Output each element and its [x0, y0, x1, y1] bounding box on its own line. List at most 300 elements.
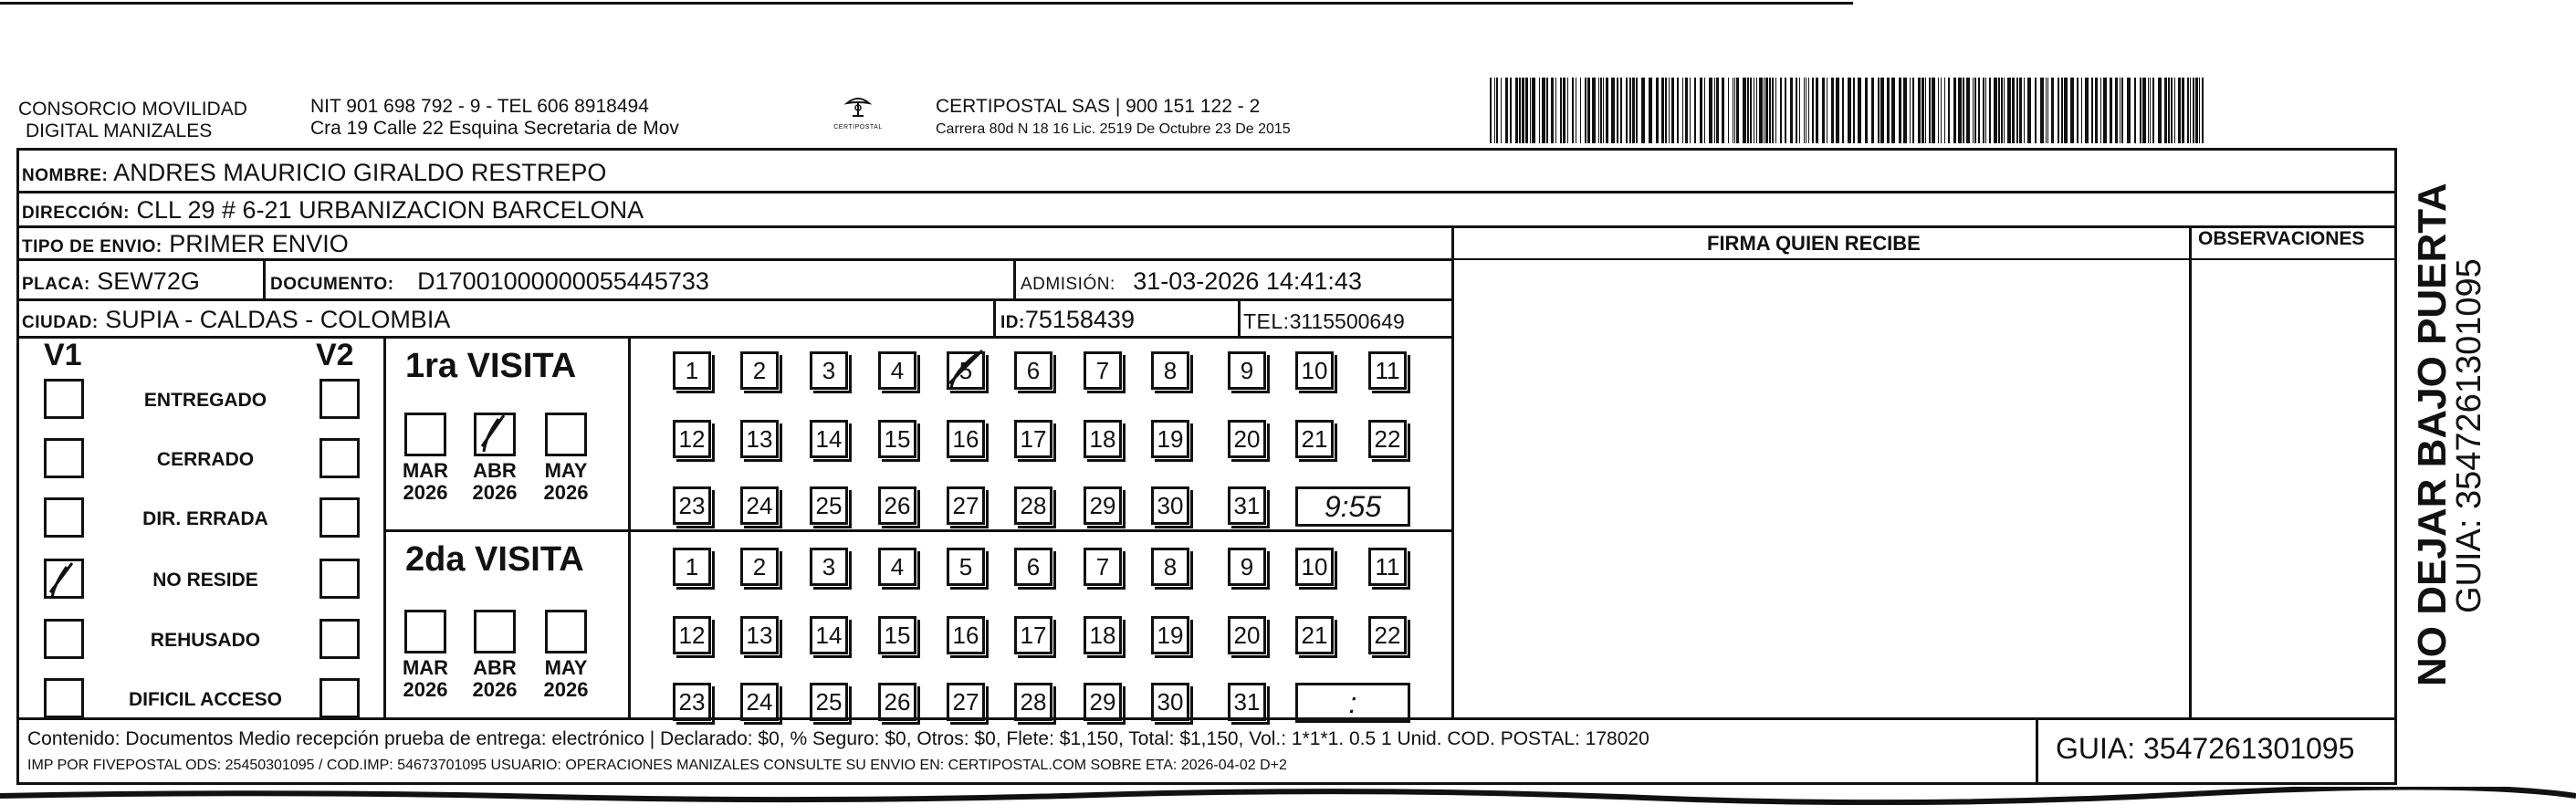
v2-checkbox[interactable] — [319, 619, 360, 659]
month-check-mark — [473, 410, 518, 455]
barcode-bar — [1677, 78, 1679, 143]
top-rule — [0, 2, 1853, 5]
company-contact — [310, 96, 679, 140]
month-checkbox[interactable] — [545, 610, 587, 653]
barcode-bar — [1525, 78, 1528, 143]
barcode-bar — [1620, 78, 1622, 143]
barcode-bar — [1750, 78, 1752, 143]
barcode-bar — [1611, 78, 1615, 143]
day-box[interactable]: 28 — [1014, 486, 1052, 525]
barcode-bar — [1938, 78, 1939, 143]
day-box[interactable]: 16 — [947, 616, 985, 654]
day-box[interactable]: 9 — [1228, 548, 1266, 586]
barcode-bar — [1858, 78, 1861, 143]
barcode-bar — [2035, 78, 2037, 143]
barcode-bar — [2171, 78, 2173, 143]
month-label: MAR — [402, 656, 449, 679]
barcode-bar — [2004, 78, 2005, 143]
barcode-bar — [2134, 78, 2136, 143]
barcode-bar — [1963, 78, 1964, 143]
barcode-bar — [2115, 78, 2118, 143]
barcode-bar — [2202, 78, 2204, 143]
day-box[interactable]: 31 — [1228, 683, 1266, 721]
guia-box-divider — [2036, 718, 2038, 785]
barcode-bar — [1530, 78, 1531, 143]
day-box[interactable]: 5 — [947, 548, 985, 586]
barcode-bar — [1953, 78, 1956, 143]
status-label: CERRADO — [156, 449, 255, 470]
barcode-bar — [1669, 78, 1670, 143]
address-line: Cra 19 Calle 22 Esquina Secretaria de Mov — [310, 118, 679, 139]
day-box[interactable]: 21 — [1295, 420, 1334, 458]
barcode-bar — [1490, 78, 1492, 143]
barcode-bar — [2047, 78, 2048, 143]
day-box[interactable]: 15 — [878, 420, 916, 458]
nombre-value: ANDRES MAURICIO GIRALDO RESTREPO — [113, 159, 607, 186]
barcode-bar — [1629, 78, 1631, 143]
company-name — [18, 99, 247, 142]
sig-header-rule — [1451, 258, 2397, 260]
direccion-row — [22, 195, 644, 228]
barcode-bar — [1700, 78, 1702, 143]
barcode-bar — [1769, 78, 1771, 143]
year-label: 2026 — [543, 481, 589, 504]
barcode-bar — [2168, 78, 2170, 143]
barcode-bar — [1734, 78, 1735, 143]
barcode-bar — [1728, 78, 1729, 143]
barcode-bar — [2070, 78, 2074, 143]
barcode-bar — [1808, 78, 1809, 143]
nit-line: NIT 901 698 792 - 9 - TEL 606 8918494 — [310, 96, 649, 117]
day-box[interactable]: 7 — [1084, 351, 1122, 390]
barcode-bar — [2016, 78, 2018, 143]
barcode-bar — [1974, 78, 1976, 143]
day-box[interactable]: 8 — [1151, 351, 1189, 390]
barcode-bar — [1759, 78, 1763, 143]
logo-text: CERTIPOSTAL — [833, 124, 883, 131]
tipo-value: PRIMER ENVIO — [169, 230, 349, 257]
barcode-bar — [1836, 78, 1839, 143]
month-checkbox[interactable] — [474, 413, 516, 456]
day-box[interactable]: 13 — [740, 616, 779, 654]
bottom-edge — [0, 787, 2576, 805]
day-box[interactable]: 25 — [810, 486, 848, 525]
barcode-bar — [2061, 78, 2063, 143]
observaciones-label: OBSERVACIONES — [2198, 228, 2365, 249]
certipostal-logo — [822, 96, 895, 131]
barcode-bar — [1891, 78, 1895, 143]
v1-label: V1 — [44, 338, 82, 372]
day-box[interactable]: 21 — [1295, 616, 1334, 654]
barcode-bar — [1853, 78, 1855, 143]
day-box[interactable]: 13 — [740, 420, 779, 458]
barcode-bar — [1899, 78, 1901, 143]
barcode-bar — [1994, 78, 1997, 143]
month-label: ABR — [473, 656, 517, 679]
barcode — [1488, 78, 2209, 143]
v1-checkbox[interactable] — [44, 678, 84, 718]
barcode-bar — [1756, 78, 1757, 143]
barcode-bar — [2178, 78, 2181, 143]
id-value: 75158439 — [1024, 306, 1135, 333]
day-box[interactable]: 3 — [810, 548, 848, 586]
barcode-bar — [1941, 78, 1942, 143]
day-box[interactable]: 2 — [740, 548, 779, 586]
observaciones-area[interactable] — [2193, 262, 2395, 716]
tel-divider — [1238, 299, 1241, 337]
v1-checkbox[interactable] — [44, 497, 84, 538]
barcode-bar — [2121, 78, 2123, 143]
barcode-bar — [1626, 78, 1628, 143]
day-box[interactable]: 6 — [1014, 351, 1052, 390]
barcode-bar — [1600, 78, 1602, 143]
barcode-bar — [1918, 78, 1921, 143]
barcode-bar — [1714, 78, 1715, 143]
day-box[interactable]: 2 — [740, 351, 779, 390]
barcode-bar — [1690, 78, 1691, 143]
barcode-bar — [1785, 78, 1786, 143]
barcode-bar — [1496, 78, 1498, 143]
barcode-bar — [1632, 78, 1635, 143]
documento-cell — [270, 267, 709, 299]
v2-checkbox[interactable] — [319, 559, 360, 599]
barcode-bar — [1925, 78, 1926, 143]
admision-divider — [1013, 259, 1016, 299]
barcode-bar — [1775, 78, 1776, 143]
guia-box: GUIA: 3547261301095 — [2056, 732, 2355, 765]
barcode-bar — [1606, 78, 1608, 143]
barcode-bar — [1887, 78, 1890, 143]
row-sep-1 — [16, 191, 2397, 193]
id-divider — [993, 299, 996, 337]
day-box[interactable]: 1 — [673, 351, 711, 390]
barcode-bar — [1932, 78, 1935, 143]
day-box[interactable]: 1 — [673, 548, 711, 586]
barcode-bar — [2024, 78, 2025, 143]
year-label: 2026 — [472, 481, 518, 504]
day-box[interactable]: 18 — [1084, 420, 1122, 458]
barcode-bar — [1603, 78, 1604, 143]
day-box[interactable]: 12 — [673, 420, 711, 458]
barcode-bar — [1598, 78, 1599, 143]
barcode-bar — [2190, 78, 2191, 143]
barcode-bar — [1985, 78, 1986, 143]
firma-label: FIRMA QUIEN RECIBE — [1707, 232, 1921, 255]
day-box[interactable]: 30 — [1151, 486, 1189, 525]
day-box[interactable]: 8 — [1151, 548, 1189, 586]
barcode-bar — [2199, 78, 2200, 143]
placa-label: PLACA: — [22, 275, 90, 294]
month-label: MAY — [544, 459, 588, 482]
day-box[interactable]: 23 — [673, 486, 711, 525]
placa-divider — [263, 259, 266, 299]
barcode-bar — [1649, 78, 1652, 143]
barcode-bar — [1790, 78, 1793, 143]
barcode-bar — [2103, 78, 2107, 143]
barcode-bar — [1772, 78, 1774, 143]
barcode-bar — [1656, 78, 1659, 143]
barcode-bar — [2040, 78, 2044, 143]
barcode-bar — [1510, 78, 1512, 143]
day-box[interactable]: 29 — [1084, 486, 1122, 525]
day-box[interactable]: 25 — [810, 683, 848, 721]
day-box[interactable]: 10 — [1295, 548, 1334, 586]
status-divider — [383, 337, 386, 718]
month-label: MAR — [402, 459, 449, 482]
v1-checkbox[interactable] — [44, 379, 84, 419]
v2-checkbox[interactable] — [319, 438, 360, 478]
barcode-bar — [1765, 78, 1768, 143]
v2-checkbox[interactable] — [319, 379, 360, 419]
day-box[interactable]: 22 — [1368, 420, 1407, 458]
barcode-bar — [2140, 78, 2141, 143]
day-box[interactable]: 15 — [878, 616, 916, 654]
admision-label: ADMISIÓN: — [1021, 275, 1115, 294]
day-box[interactable]: 26 — [878, 683, 916, 721]
barcode-bar — [1871, 78, 1874, 143]
v2-label: V2 — [316, 338, 354, 372]
barcode-bar — [1546, 78, 1548, 143]
barcode-bar — [2195, 78, 2198, 143]
day-box[interactable]: 27 — [947, 683, 985, 721]
barcode-bar — [2152, 78, 2154, 143]
day-box[interactable]: 29 — [1084, 683, 1122, 721]
day-box[interactable]: 14 — [810, 616, 848, 654]
barcode-bar — [2081, 78, 2082, 143]
barcode-bar — [1929, 78, 1931, 143]
tipo-row — [22, 229, 349, 262]
day-check-mark — [946, 349, 991, 394]
company-line-1: CONSORCIO MOVILIDAD — [18, 99, 247, 120]
barcode-bar — [1515, 78, 1518, 143]
v2-checkbox[interactable] — [319, 678, 360, 718]
day-box[interactable]: 30 — [1151, 683, 1189, 721]
barcode-bar — [2058, 78, 2059, 143]
barcode-bar — [2148, 78, 2149, 143]
barcode-bar — [1998, 78, 2000, 143]
ciudad-label: CIUDAD: — [22, 313, 99, 332]
tipo-label: TIPO DE ENVIO: — [22, 237, 162, 256]
day-box[interactable]: 14 — [810, 420, 848, 458]
barcode-bar — [1694, 78, 1696, 143]
day-box[interactable]: 24 — [740, 486, 779, 525]
barcode-bar — [1842, 78, 1844, 143]
barcode-bar — [1704, 78, 1705, 143]
obs-divider — [2189, 225, 2192, 718]
barcode-bar — [2110, 78, 2112, 143]
signature-area[interactable] — [1455, 262, 2187, 716]
year-label: 2026 — [403, 481, 448, 504]
barcode-bar — [1812, 78, 1814, 143]
day-box[interactable]: 6 — [1014, 548, 1052, 586]
barcode-bar — [2077, 78, 2079, 143]
admision-value: 31-03-2026 14:41:43 — [1133, 267, 1362, 295]
barcode-bar — [1551, 78, 1554, 143]
barcode-bar — [1585, 78, 1586, 143]
day-box[interactable]: 9 — [1228, 351, 1266, 390]
day-box[interactable]: 20 — [1228, 616, 1266, 654]
month-checkbox[interactable] — [404, 610, 446, 653]
day-box[interactable]: 5 — [947, 351, 985, 390]
barcode-bar — [1572, 78, 1574, 143]
month-checkbox[interactable] — [474, 610, 516, 653]
barcode-bar — [1831, 78, 1834, 143]
day-box[interactable]: 10 — [1295, 351, 1334, 390]
side-warning: NO DEJAR BAJO PUERTA — [2410, 183, 2455, 686]
day-box[interactable]: 16 — [947, 420, 985, 458]
barcode-bar — [1736, 78, 1739, 143]
day-box[interactable]: 17 — [1014, 420, 1052, 458]
barcode-bar — [1685, 78, 1688, 143]
footer-content: Contenido: Documentos Medio recepción prueba de entrega: electrónico | Declarado: $0, % Seguro: $0, Otros: $0, Flete: $1,150, Total: $1,150, Vol.: 1*1*1. 0.5 1 Unid. COD. POSTAL: 178020 — [27, 728, 1649, 749]
status-label: DIFICIL ACCESO — [128, 689, 282, 710]
v1-checkbox[interactable] — [44, 619, 84, 659]
day-box[interactable]: 28 — [1014, 683, 1052, 721]
status-label: NO RESIDE — [152, 570, 258, 591]
barcode-bar — [2001, 78, 2003, 143]
barcode-bar — [1973, 78, 1974, 143]
month-checkbox[interactable] — [404, 413, 446, 456]
barcode-bar — [1948, 78, 1950, 143]
barcode-bar — [1983, 78, 1984, 143]
day-box[interactable]: 18 — [1084, 616, 1122, 654]
barcode-bar — [2100, 78, 2101, 143]
barcode-bar — [1641, 78, 1645, 143]
barcode-bar — [2142, 78, 2146, 143]
barcode-bar — [2174, 78, 2175, 143]
barcode-bar — [1519, 78, 1521, 143]
documento-label: DOCUMENTO: — [270, 275, 394, 294]
day-box[interactable]: 11 — [1368, 548, 1407, 586]
day-box[interactable]: 17 — [1014, 616, 1052, 654]
barcode-bar — [1865, 78, 1868, 143]
tel-cell — [1243, 307, 1405, 336]
day-box[interactable]: 3 — [810, 351, 848, 390]
day-box[interactable]: 19 — [1151, 616, 1189, 654]
barcode-bar — [2091, 78, 2093, 143]
time-box[interactable]: : — [1295, 683, 1410, 723]
admision-cell — [1021, 267, 1362, 299]
documento-value: D17001000000055445733 — [417, 267, 709, 295]
barcode-bar — [1978, 78, 1980, 143]
barcode-bar — [1912, 78, 1914, 143]
barcode-bar — [1661, 78, 1664, 143]
barcode-bar — [1505, 78, 1508, 143]
barcode-bar — [1903, 78, 1907, 143]
barcode-bar — [1532, 78, 1535, 143]
barcode-bar — [1878, 78, 1880, 143]
barcode-bar — [1587, 78, 1590, 143]
barcode-bar — [1560, 78, 1562, 143]
barcode-bar — [1522, 78, 1524, 143]
visit1-title: 1ra VISITA — [405, 347, 577, 385]
side-guia: GUIA: 3547261301095 — [2450, 258, 2488, 613]
carrier-line-2: Carrera 80d N 18 16 Lic. 2519 De Octubre 23 De 2015 — [936, 121, 1291, 137]
day-box[interactable]: 11 — [1368, 351, 1407, 390]
status-label: REHUSADO — [150, 630, 261, 651]
barcode-bar — [2051, 78, 2054, 143]
barcode-bar — [1592, 78, 1596, 143]
year-label: 2026 — [543, 678, 589, 701]
month-checkbox[interactable] — [545, 413, 587, 456]
time-box[interactable]: 9:55 — [1295, 486, 1410, 527]
tel-label: TEL: — [1243, 309, 1290, 333]
barcode-bar — [1709, 78, 1712, 143]
id-cell — [1000, 305, 1135, 338]
direccion-label: DIRECCIÓN: — [22, 204, 130, 223]
barcode-bar — [2064, 78, 2068, 143]
year-label: 2026 — [472, 678, 518, 701]
barcode-bar — [1989, 78, 1991, 143]
month-label: MAY — [544, 656, 588, 679]
v1-check-mark — [43, 556, 89, 601]
carrier-line-1: CERTIPOSTAL SAS | 900 151 122 - 2 — [936, 96, 1261, 117]
barcode-bar — [1617, 78, 1618, 143]
barcode-bar — [1636, 78, 1638, 143]
status-label: ENTREGADO — [143, 390, 267, 411]
barcode-bar — [1796, 78, 1797, 143]
barcode-bar — [2019, 78, 2022, 143]
barcode-bar — [2095, 78, 2098, 143]
barcode-bar — [1671, 78, 1674, 143]
day-box[interactable]: 24 — [740, 683, 779, 721]
day-box[interactable]: 20 — [1228, 420, 1266, 458]
barcode-bar — [1542, 78, 1545, 143]
day-box[interactable]: 12 — [673, 616, 711, 654]
day-box[interactable]: 31 — [1228, 486, 1266, 525]
v1-checkbox[interactable] — [44, 559, 84, 599]
company-line-2: DIGITAL MANIZALES — [26, 120, 213, 141]
day-box[interactable]: 19 — [1151, 420, 1189, 458]
barcode-bar — [1922, 78, 1924, 143]
day-box[interactable]: 27 — [947, 486, 985, 525]
barcode-bar — [1958, 78, 1962, 143]
barcode-bar — [1494, 78, 1495, 143]
barcode-bar — [1743, 78, 1746, 143]
id-label: ID: — [1000, 313, 1025, 332]
barcode-bar — [2007, 78, 2011, 143]
day-box[interactable]: 4 — [878, 548, 916, 586]
barcode-bar — [1966, 78, 1970, 143]
day-box[interactable]: 22 — [1368, 616, 1407, 654]
day-box[interactable]: 26 — [878, 486, 916, 525]
barcode-bar — [2158, 78, 2162, 143]
ciudad-cell — [22, 305, 450, 338]
row-sep-footer — [16, 717, 2397, 720]
day-box[interactable]: 4 — [878, 351, 916, 390]
placa-value: SEW72G — [97, 267, 200, 295]
barcode-bar — [1944, 78, 1945, 143]
barcode-bar — [2164, 78, 2167, 143]
day-box[interactable]: 23 — [673, 683, 711, 721]
tel-value: 3115500649 — [1289, 309, 1405, 333]
v2-checkbox[interactable] — [319, 497, 360, 538]
barcode-bar — [1580, 78, 1581, 143]
visit-divider — [383, 529, 1453, 532]
barcode-bar — [2046, 78, 2047, 143]
barcode-bar — [1563, 78, 1565, 143]
day-box[interactable]: 7 — [1084, 548, 1122, 586]
v1-checkbox[interactable] — [44, 438, 84, 478]
barcode-bar — [1816, 78, 1818, 143]
barcode-bar — [1747, 78, 1749, 143]
status-label: DIR. ERRADA — [142, 508, 268, 529]
ciudad-value: SUPIA - CALDAS - COLOMBIA — [105, 306, 451, 333]
month-label: ABR — [473, 459, 517, 482]
barcode-bar — [1539, 78, 1540, 143]
nombre-label: NOMBRE: — [22, 166, 109, 185]
barcode-bar — [1716, 78, 1719, 143]
